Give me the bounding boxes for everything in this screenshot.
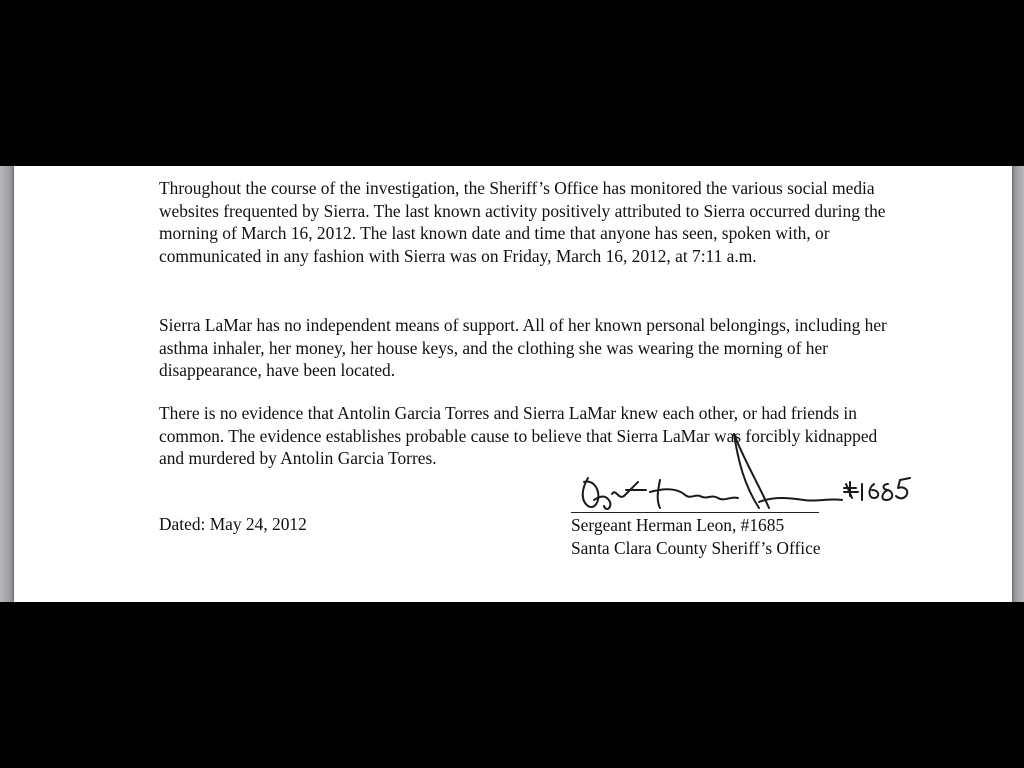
page-stack-right-edge	[1012, 166, 1024, 602]
paragraph-belongings: Sierra LaMar has no independent means of support. All of her known personal belongings, including her asthma inhaler, her money, her house keys, and the clothing she was wearing the morning of her disappearance, have been located.	[159, 315, 887, 381]
dated-line: Dated: May 24, 2012	[159, 514, 307, 534]
document-page[interactable]	[14, 166, 1012, 602]
signature-line	[571, 512, 819, 513]
paragraph-evidence: There is no evidence that Antolin Garcia Torres and Sierra LaMar knew each other, or had friends in common. The evidence establishes probable cause to believe that Sierra LaMar was forcibly kidnapped and murdered by Antolin Garcia Torres.	[159, 403, 878, 469]
signer-name: Sergeant Herman Leon, #1685	[571, 515, 785, 535]
signer-office: Santa Clara County Sheriff’s Office	[571, 538, 821, 558]
signature-block	[571, 514, 821, 560]
page-stack-left-edge	[0, 166, 14, 602]
paragraph-investigation: Throughout the course of the investigation, the Sheriff’s Office has monitored the various social media websites frequented by Sierra. The last known activity positively attributed to Sierra occurred during the morning of March 16, 2012. The last known date and time that anyone has seen, spoken with, or communicated in any fashion with Sierra was on Friday, March 16, 2012, at 7:11 a.m.	[159, 178, 886, 266]
